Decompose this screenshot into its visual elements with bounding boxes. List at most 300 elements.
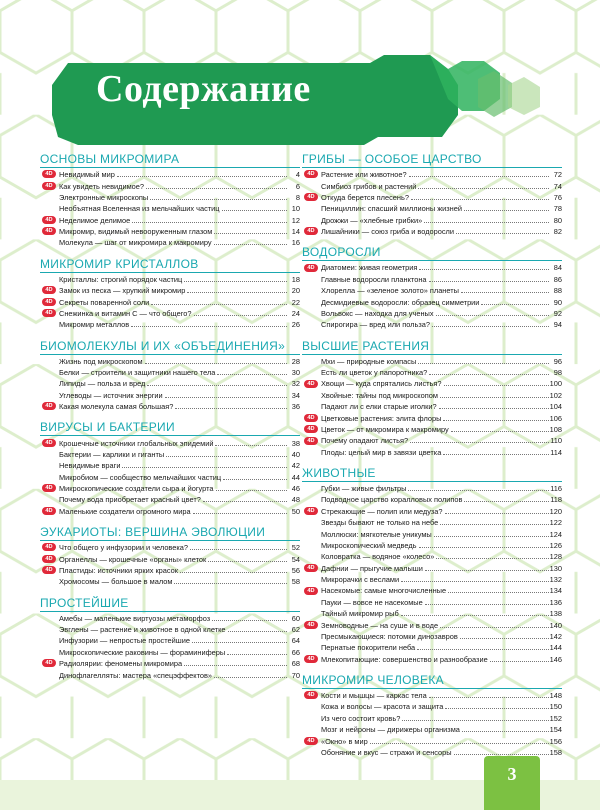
entry-page-number: 158 bbox=[549, 747, 562, 757]
toc-entry[interactable] bbox=[302, 597, 562, 608]
badge-4d-icon: 4D bbox=[304, 227, 318, 235]
toc-entry[interactable] bbox=[302, 424, 562, 435]
dot-leader bbox=[464, 501, 549, 502]
dot-leader bbox=[440, 397, 549, 398]
dot-leader bbox=[166, 456, 287, 457]
toc-entry[interactable] bbox=[302, 735, 562, 746]
dot-leader bbox=[429, 697, 549, 698]
toc-entry[interactable] bbox=[302, 356, 562, 367]
entry-page-number: 8 bbox=[295, 192, 300, 202]
entry-page-number: 100 bbox=[549, 379, 562, 389]
entry-page-number: 94 bbox=[553, 320, 562, 330]
dot-leader bbox=[408, 490, 549, 491]
entry-title: Маленькие создатели огромного мира bbox=[59, 506, 191, 516]
badge-4d-icon: 4D bbox=[304, 380, 318, 388]
toc-section bbox=[302, 671, 562, 758]
section-heading: МИКРОМИР ЧЕЛОВЕКА bbox=[302, 671, 562, 689]
toc-entry[interactable] bbox=[302, 690, 562, 701]
toc-entry[interactable] bbox=[302, 517, 562, 528]
entry-page-number: 16 bbox=[291, 238, 300, 248]
toc-entry[interactable] bbox=[40, 203, 300, 214]
dot-leader bbox=[223, 479, 287, 480]
dot-leader bbox=[490, 661, 549, 662]
dot-leader bbox=[132, 222, 287, 223]
entry-page-number: 92 bbox=[553, 308, 562, 318]
dot-leader bbox=[454, 754, 549, 755]
toc-entry[interactable] bbox=[40, 226, 300, 237]
entry-page-number: 80 bbox=[553, 215, 562, 225]
entry-title: Невидимый мир bbox=[59, 170, 115, 180]
entry-page-number: 50 bbox=[291, 506, 300, 516]
toc-entry[interactable] bbox=[40, 565, 300, 576]
toc-entry[interactable] bbox=[302, 378, 562, 389]
badge-4d-icon: 4D bbox=[304, 587, 318, 595]
dot-leader bbox=[461, 292, 549, 293]
entry-page-number: 48 bbox=[291, 495, 300, 505]
entry-title: Микроскопический медведь bbox=[321, 540, 417, 550]
entry-title: Динофлагелляты: мастера «спецэффектов» bbox=[59, 670, 213, 680]
toc-section bbox=[40, 337, 300, 413]
entry-page-number: 28 bbox=[291, 356, 300, 366]
toc-entry[interactable] bbox=[302, 367, 562, 378]
entry-title: Амебы — маленькие виртуозы метаморфоз bbox=[59, 613, 211, 623]
dot-leader bbox=[194, 315, 287, 316]
dot-leader bbox=[432, 326, 549, 327]
entry-page-number: 18 bbox=[291, 274, 300, 284]
dot-leader bbox=[192, 642, 287, 643]
dot-leader bbox=[440, 524, 548, 525]
entry-title: Микромир, видимый невооруженным глазом bbox=[59, 227, 213, 237]
toc-entry[interactable] bbox=[40, 308, 300, 319]
entry-page-number: 156 bbox=[549, 736, 562, 746]
entry-title: Невидимые враги bbox=[59, 461, 121, 471]
toc-entry[interactable] bbox=[302, 551, 562, 562]
section-heading: ОСНОВЫ МИКРОМИРА bbox=[40, 150, 300, 168]
toc-entry[interactable] bbox=[302, 528, 562, 539]
page-number: 3 bbox=[507, 764, 517, 784]
toc-entry[interactable] bbox=[302, 494, 562, 505]
toc-entry[interactable] bbox=[40, 624, 300, 635]
badge-4d-icon: 4D bbox=[42, 543, 56, 551]
toc-entry[interactable] bbox=[40, 542, 300, 553]
badge-4d-icon: 4D bbox=[304, 414, 318, 422]
toc-entry[interactable] bbox=[40, 658, 300, 669]
toc-entry[interactable] bbox=[40, 553, 300, 564]
toc-entry[interactable] bbox=[302, 585, 562, 596]
badge-4d-icon: 4D bbox=[42, 566, 56, 574]
toc-entry[interactable] bbox=[40, 647, 300, 658]
entry-title: Моллюски: мягкотелые уникумы bbox=[321, 529, 432, 539]
section-heading: ЖИВОТНЫЕ bbox=[302, 464, 562, 482]
badge-4d-icon: 4D bbox=[42, 402, 56, 410]
entry-title: Дафнии — прыгучие малыши bbox=[321, 563, 423, 573]
entry-title: Десмидиевые водоросли: образец симметрии bbox=[321, 297, 480, 307]
dot-leader bbox=[401, 581, 549, 582]
entry-title: Почему опадают листья? bbox=[321, 436, 409, 446]
entry-title: Земноводные — на суше и в воде bbox=[321, 620, 439, 630]
toc-entry[interactable] bbox=[302, 308, 562, 319]
entry-page-number: 30 bbox=[291, 368, 300, 378]
section-heading: БИОМОЛЕКУЛЫ И ИХ «ОБЪЕДИНЕНИЯ» bbox=[40, 337, 300, 355]
entry-title: Жизнь под микроскопом bbox=[59, 356, 143, 366]
entry-page-number: 146 bbox=[549, 654, 562, 664]
toc-entry[interactable] bbox=[40, 635, 300, 646]
dot-leader bbox=[203, 501, 287, 502]
dot-leader bbox=[451, 431, 549, 432]
entry-title: Микрорачки с веслами bbox=[321, 575, 400, 585]
entry-page-number: 150 bbox=[549, 702, 562, 712]
dot-leader bbox=[456, 233, 549, 234]
entry-title: Крошечные источники глобальных эпидемий bbox=[59, 438, 214, 448]
entry-title: Хвойные: тайны под микроскопом bbox=[321, 390, 438, 400]
badge-4d-icon: 4D bbox=[42, 555, 56, 563]
dot-leader bbox=[419, 269, 549, 270]
entry-title: Электронные микроскопы bbox=[59, 192, 149, 202]
toc-entry[interactable] bbox=[40, 378, 300, 389]
badge-4d-icon: 4D bbox=[304, 264, 318, 272]
entry-title: Хвощи — куда спрятались листья? bbox=[321, 379, 442, 389]
toc-entry[interactable] bbox=[40, 390, 300, 401]
toc-entry[interactable] bbox=[302, 319, 562, 330]
dot-leader bbox=[184, 665, 287, 666]
toc-entry[interactable] bbox=[302, 180, 562, 191]
entry-title: Главные водоросли планктона bbox=[321, 274, 427, 284]
toc-entry[interactable] bbox=[40, 437, 300, 448]
toc-section bbox=[302, 150, 562, 237]
toc-entry[interactable] bbox=[302, 274, 562, 285]
toc-entry[interactable] bbox=[40, 449, 300, 460]
toc-right-column bbox=[302, 150, 562, 764]
entry-page-number: 102 bbox=[549, 390, 562, 400]
toc-section bbox=[40, 523, 300, 588]
entry-page-number: 114 bbox=[550, 447, 562, 457]
entry-page-number: 64 bbox=[291, 636, 300, 646]
entry-title: Падают ли с елки старые иголки? bbox=[321, 402, 437, 412]
toc-section bbox=[40, 150, 300, 249]
entry-title: Пернатые покорители неба bbox=[321, 643, 416, 653]
toc-entry[interactable] bbox=[302, 192, 562, 203]
toc-entry[interactable] bbox=[302, 642, 562, 653]
dot-leader bbox=[190, 549, 287, 550]
entry-title: Из чего состоит кровь? bbox=[321, 713, 401, 723]
dot-leader bbox=[214, 244, 287, 245]
entry-title: Замок из песка — хрупкий микромир bbox=[59, 286, 186, 296]
entry-page-number: 66 bbox=[291, 647, 300, 657]
dot-leader bbox=[445, 513, 549, 514]
entry-page-number: 152 bbox=[549, 713, 562, 723]
entry-title: Снежинка и витамин С — что общего? bbox=[59, 308, 192, 318]
toc-entry[interactable] bbox=[40, 169, 300, 180]
dot-leader bbox=[401, 615, 549, 616]
badge-4d-icon: 4D bbox=[42, 309, 56, 317]
dot-leader bbox=[228, 631, 288, 632]
toc-entry[interactable] bbox=[302, 412, 562, 423]
entry-title: Как увидеть невидимое? bbox=[59, 181, 145, 191]
entry-title: Инфузории — непростые простейшие bbox=[59, 636, 190, 646]
entry-page-number: 120 bbox=[549, 506, 562, 516]
dot-leader bbox=[429, 374, 549, 375]
entry-page-number: 70 bbox=[291, 670, 300, 680]
dot-leader bbox=[184, 281, 287, 282]
entry-title: Микроскопические раковины — фораминиферы bbox=[59, 647, 226, 657]
toc-entry[interactable] bbox=[40, 237, 300, 248]
entry-page-number: 14 bbox=[291, 227, 300, 237]
dot-leader bbox=[462, 731, 549, 732]
entry-title: Диатомеи: живая геометрия bbox=[321, 263, 418, 273]
entry-page-number: 130 bbox=[549, 563, 562, 573]
toc-entry[interactable] bbox=[302, 169, 562, 180]
dot-leader bbox=[424, 222, 549, 223]
toc-entry[interactable] bbox=[302, 296, 562, 307]
dot-leader bbox=[180, 572, 287, 573]
entry-title: Эвглены — растение и животное в одной клетке bbox=[59, 625, 226, 635]
toc-section bbox=[40, 418, 300, 517]
entry-page-number: 90 bbox=[553, 297, 562, 307]
dot-leader bbox=[445, 708, 548, 709]
entry-page-number: 10 bbox=[291, 204, 300, 214]
toc-entry[interactable] bbox=[40, 483, 300, 494]
toc-entry[interactable] bbox=[302, 506, 562, 517]
toc-entry[interactable] bbox=[40, 494, 300, 505]
badge-4d-icon: 4D bbox=[42, 182, 56, 190]
entry-title: Радиолярии: феномены микромира bbox=[59, 659, 183, 669]
entry-title: Тайный микромир рыб bbox=[321, 609, 399, 619]
toc-entry[interactable] bbox=[40, 401, 300, 412]
entry-page-number: 118 bbox=[550, 495, 562, 505]
dot-leader bbox=[402, 720, 548, 721]
dot-leader bbox=[370, 743, 549, 744]
dot-leader bbox=[147, 385, 287, 386]
badge-4d-icon: 4D bbox=[42, 227, 56, 235]
entry-title: Откуда берется плесень? bbox=[321, 192, 409, 202]
dot-leader bbox=[444, 385, 549, 386]
dot-leader bbox=[215, 445, 287, 446]
dot-leader bbox=[434, 536, 549, 537]
entry-page-number: 126 bbox=[549, 540, 562, 550]
entry-title: «Окно» в мир bbox=[321, 736, 368, 746]
entry-title: Кости и мышцы — каркас тела bbox=[321, 691, 427, 701]
entry-page-number: 12 bbox=[291, 215, 300, 225]
entry-page-number: 34 bbox=[291, 390, 300, 400]
dot-leader bbox=[460, 638, 549, 639]
toc-entry[interactable] bbox=[40, 669, 300, 680]
toc-entry[interactable] bbox=[302, 435, 562, 446]
entry-title: Пресмыкающиеся: потомки динозавров bbox=[321, 631, 458, 641]
entry-page-number: 96 bbox=[553, 356, 562, 366]
entry-page-number: 110 bbox=[550, 436, 562, 446]
dot-leader bbox=[214, 677, 287, 678]
entry-page-number: 122 bbox=[549, 518, 562, 528]
entry-title: Микромир металлов bbox=[59, 320, 130, 330]
toc-entry[interactable] bbox=[302, 608, 562, 619]
entry-page-number: 138 bbox=[549, 609, 562, 619]
dot-leader bbox=[131, 326, 287, 327]
badge-4d-icon: 4D bbox=[42, 507, 56, 515]
entry-page-number: 136 bbox=[549, 597, 562, 607]
toc-entry[interactable] bbox=[302, 619, 562, 630]
toc-entry[interactable] bbox=[40, 215, 300, 226]
entry-page-number: 36 bbox=[291, 402, 300, 412]
section-heading: ВЫСШИЕ РАСТЕНИЯ bbox=[302, 337, 562, 355]
dot-leader bbox=[409, 176, 549, 177]
toc-entry[interactable] bbox=[302, 483, 562, 494]
entry-title: Спирогира — вред или польза? bbox=[321, 320, 430, 330]
toc-entry[interactable] bbox=[40, 192, 300, 203]
entry-page-number: 32 bbox=[291, 379, 300, 389]
badge-4d-icon: 4D bbox=[304, 193, 318, 201]
toc-entry[interactable] bbox=[40, 460, 300, 471]
toc-entry[interactable] bbox=[40, 506, 300, 517]
toc-entry[interactable] bbox=[302, 701, 562, 712]
toc-section bbox=[302, 243, 562, 330]
entry-page-number: 4 bbox=[295, 170, 300, 180]
badge-4d-icon: 4D bbox=[42, 216, 56, 224]
toc-entry[interactable] bbox=[40, 367, 300, 378]
dot-leader bbox=[411, 199, 549, 200]
toc-entry[interactable] bbox=[302, 285, 562, 296]
entry-page-number: 44 bbox=[291, 472, 300, 482]
entry-page-number: 78 bbox=[553, 204, 562, 214]
toc-entry[interactable] bbox=[302, 563, 562, 574]
toc-entry[interactable] bbox=[40, 274, 300, 285]
dot-leader bbox=[439, 408, 549, 409]
entry-title: Растение или животное? bbox=[321, 170, 407, 180]
entry-page-number: 124 bbox=[549, 529, 562, 539]
entry-page-number: 22 bbox=[291, 297, 300, 307]
dot-leader bbox=[436, 558, 548, 559]
dot-leader bbox=[145, 363, 287, 364]
toc-entry[interactable] bbox=[40, 180, 300, 191]
entry-title: Цветок — от микромира к макромиру bbox=[321, 424, 449, 434]
toc-entry[interactable] bbox=[40, 576, 300, 587]
dot-leader bbox=[146, 188, 287, 189]
badge-4d-icon: 4D bbox=[304, 737, 318, 745]
toc-entry[interactable] bbox=[302, 713, 562, 724]
badge-4d-icon: 4D bbox=[304, 621, 318, 629]
entry-page-number: 62 bbox=[291, 625, 300, 635]
entry-page-number: 98 bbox=[553, 368, 562, 378]
toc-entry[interactable] bbox=[302, 226, 562, 237]
entry-page-number: 142 bbox=[549, 631, 562, 641]
section-heading: ВОДОРОСЛИ bbox=[302, 243, 562, 261]
entry-title: Насекомые: самые многочисленные bbox=[321, 586, 447, 596]
entry-page-number: 72 bbox=[553, 170, 562, 180]
dot-leader bbox=[117, 176, 287, 177]
toc-entry[interactable] bbox=[40, 613, 300, 624]
toc-entry[interactable] bbox=[40, 319, 300, 330]
section-heading: ГРИБЫ — ОСОБОЕ ЦАРСТВО bbox=[302, 150, 562, 168]
entry-title: Пластиды: источники ярких красок bbox=[59, 565, 179, 575]
dot-leader bbox=[217, 374, 287, 375]
toc-entry[interactable] bbox=[40, 472, 300, 483]
entry-page-number: 104 bbox=[549, 402, 562, 412]
entry-title: Симбиоз грибов и растений bbox=[321, 181, 417, 191]
dot-leader bbox=[212, 620, 287, 621]
entry-title: Какая молекула самая большая? bbox=[59, 402, 174, 412]
dot-leader bbox=[222, 210, 287, 211]
toc-entry[interactable] bbox=[302, 401, 562, 412]
entry-page-number: 84 bbox=[553, 263, 562, 273]
dot-leader bbox=[187, 292, 287, 293]
entry-title: Цветковые растения: элита флоры bbox=[321, 413, 442, 423]
toc-entry[interactable] bbox=[302, 540, 562, 551]
entry-page-number: 26 bbox=[291, 320, 300, 330]
entry-title: Почему вода приобретает красный цвет? bbox=[59, 495, 201, 505]
dot-leader bbox=[481, 304, 549, 305]
badge-4d-icon: 4D bbox=[304, 564, 318, 572]
toc-entry[interactable] bbox=[302, 215, 562, 226]
dot-leader bbox=[418, 363, 549, 364]
toc-entry[interactable] bbox=[302, 390, 562, 401]
dot-leader bbox=[165, 397, 287, 398]
dot-leader bbox=[464, 210, 549, 211]
badge-4d-icon: 4D bbox=[304, 691, 318, 699]
entry-page-number: 134 bbox=[549, 586, 562, 596]
dot-leader bbox=[429, 281, 549, 282]
dot-leader bbox=[227, 654, 287, 655]
dot-leader bbox=[174, 583, 287, 584]
entry-title: Лишайники — союз гриба и водоросли bbox=[321, 227, 455, 237]
toc-entry[interactable] bbox=[40, 285, 300, 296]
entry-title: Кожа и волосы — красота и защита bbox=[321, 702, 444, 712]
entry-title: Микробиом — сообщество мельчайших частиц bbox=[59, 472, 222, 482]
dot-leader bbox=[425, 604, 549, 605]
badge-4d-icon: 4D bbox=[304, 425, 318, 433]
section-heading: МИКРОМИР КРИСТАЛЛОВ bbox=[40, 255, 300, 273]
entry-title: Неделимое делимое bbox=[59, 215, 131, 225]
dot-leader bbox=[443, 454, 549, 455]
entry-title: Подводное царство коралловых полипов bbox=[321, 495, 463, 505]
toc-entry[interactable] bbox=[302, 654, 562, 665]
dot-leader bbox=[193, 513, 287, 514]
badge-4d-icon: 4D bbox=[304, 437, 318, 445]
toc-entry[interactable] bbox=[40, 296, 300, 307]
entry-title: Хромосомы — большое в малом bbox=[59, 577, 173, 587]
entry-page-number: 52 bbox=[291, 543, 300, 553]
entry-title: Мозг и нейроны — дирижеры организма bbox=[321, 725, 460, 735]
toc-section bbox=[302, 464, 562, 665]
badge-4d-icon: 4D bbox=[42, 286, 56, 294]
toc-entry[interactable] bbox=[40, 356, 300, 367]
entry-title: Пенициллин: спасший миллионы жизней bbox=[321, 204, 462, 214]
toc-section bbox=[40, 594, 300, 681]
toc-entry[interactable] bbox=[302, 574, 562, 585]
entry-title: Что общего у инфузории и человека? bbox=[59, 543, 188, 553]
entry-title: Секреты поваренной соли bbox=[59, 297, 150, 307]
entry-title: Звезды бывают не только на небе bbox=[321, 518, 439, 528]
dot-leader bbox=[216, 490, 288, 491]
entry-page-number: 106 bbox=[549, 413, 562, 423]
badge-4d-icon: 4D bbox=[304, 170, 318, 178]
toc-entry[interactable] bbox=[302, 203, 562, 214]
entry-title: Белки — строители и защитники нашего тела bbox=[59, 368, 216, 378]
toc-entry[interactable] bbox=[302, 724, 562, 735]
entry-title: Млекопитающие: совершенство и разнообразие bbox=[321, 654, 488, 664]
entry-page-number: 38 bbox=[291, 438, 300, 448]
section-heading: ВИРУСЫ И БАКТЕРИИ bbox=[40, 418, 300, 436]
entry-page-number: 56 bbox=[291, 565, 300, 575]
entry-title: Вольвокс — находка для ученых bbox=[321, 308, 434, 318]
toc-entry[interactable] bbox=[302, 447, 562, 458]
toc-entry[interactable] bbox=[302, 262, 562, 273]
entry-page-number: 82 bbox=[553, 227, 562, 237]
entry-page-number: 20 bbox=[291, 286, 300, 296]
entry-page-number: 74 bbox=[553, 181, 562, 191]
entry-title: Плоды: целый мир в завязи цветка bbox=[321, 447, 442, 457]
dot-leader bbox=[208, 561, 287, 562]
toc-entry[interactable] bbox=[302, 631, 562, 642]
entry-page-number: 54 bbox=[291, 554, 300, 564]
